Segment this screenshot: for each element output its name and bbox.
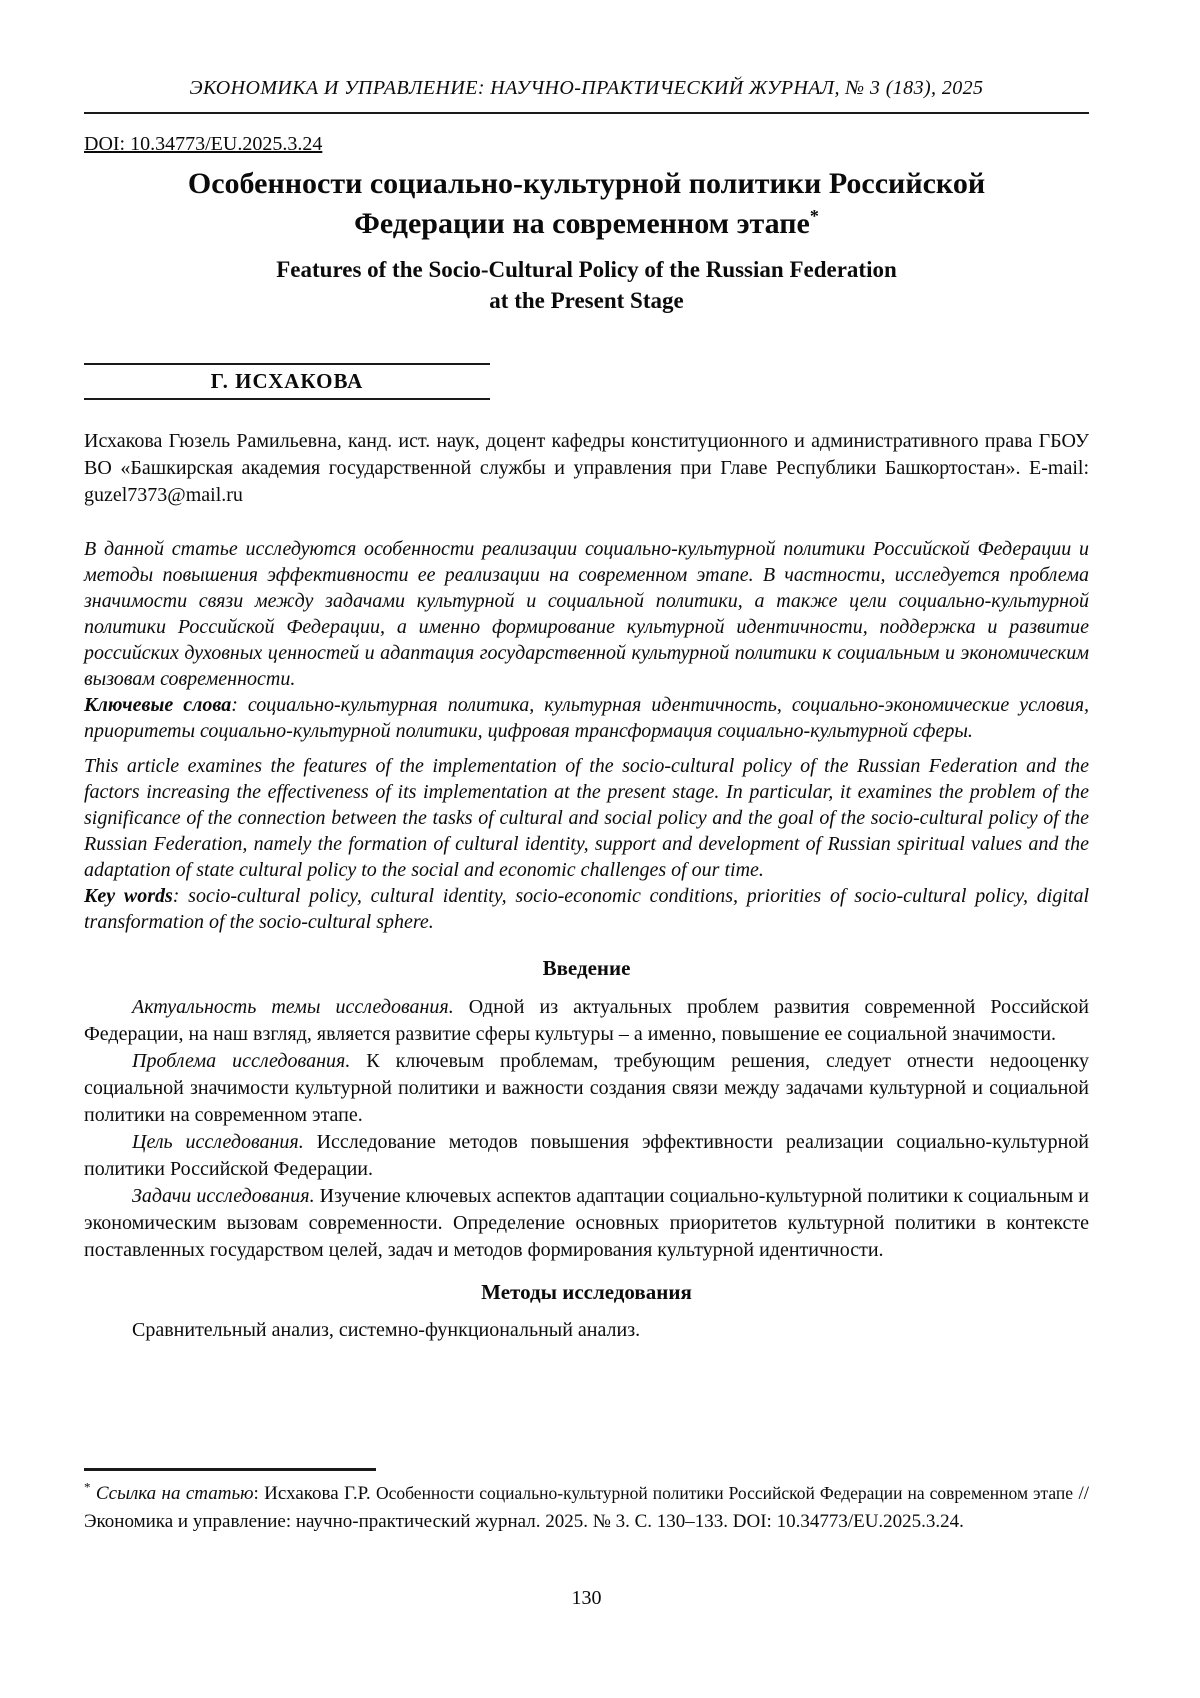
footnote-rule [84, 1468, 376, 1471]
intro-paragraph-2-text: К ключевым проблемам, требующим решения, следует отнести недооценку социальной значимости культурной политики и важности создания связи между задачами культурной и социальной политики на современном этапе. [84, 1050, 1089, 1126]
keywords-ru-label: Ключевые слова [84, 694, 232, 716]
article-title-ru-line1: Особенности социально-культурной политики Российской [187, 167, 986, 200]
intro-paragraph-1-lead: Актуальность темы исследования. [132, 996, 454, 1018]
footnote-reference-label: Ссылка на статью [95, 1483, 254, 1504]
abstract-en: This article examines the features of the implementation of the socio-cultural policy of the Russian Federation and the factors increasing the effectiveness of its implementation at the present stage. In particular, it examines the problem of the significance of the connection between the tasks of cultural and social policy and the goal of the socio-cultural policy of the Russian Federation, namely the formation of cultural identity, support and development of Russian spiritual values and the adaptation of state cultural policy to the social and economic challenges of our time. [84, 755, 1089, 881]
author-name: Г. ИСХАКОВА [210, 369, 364, 393]
intro-paragraph-3-text: Исследование методов повышения эффективности реализации социально-культурной политики Российской Федерации. [84, 1131, 1089, 1180]
journal-header [84, 0, 1089, 114]
keywords-en [84, 883, 1089, 935]
intro-paragraph-2-lead: Проблема исследования. [132, 1050, 351, 1072]
abstract-ru: В данной статье исследуются особенности реализации социально-культурной политики Российской Федерации и методы повышения эффективности ее реализации на современном этапе. В частности, исследуется проблема значимости связи между задачами культурной и социальной политики, а также цели социально-культурной политики Российской Федерации, а именно формирование культурной идентичности, поддержка и развитие российских духовных ценностей и адаптация государственной культурной политики к социальным и экономическим вызовам современности. [84, 538, 1089, 690]
footnote-marker: * [84, 1479, 91, 1495]
article-title-ru-line2: Федерации на современном этапе [354, 207, 810, 240]
title-footnote-marker: * [809, 206, 819, 226]
intro-paragraph-2 [84, 1048, 1089, 1129]
page-number: 130 [571, 1587, 602, 1609]
doi-link[interactable]: DOI: 10.34773/EU.2025.3.24 [84, 133, 323, 155]
page-content [84, 0, 1089, 1344]
article-title-en-line1: Features of the Socio-Cultural Policy of the Russian Federation [276, 257, 897, 282]
footnote-citation-title: Особенности социально-культурной политики Российской Федерации на современном этапе [375, 1483, 1074, 1503]
doi-line [84, 132, 1089, 156]
footnote [84, 1479, 1089, 1536]
intro-paragraph-3-lead: Цель исследования. [132, 1131, 304, 1153]
section-heading-methods: Методы исследования [481, 1280, 692, 1304]
journal-title: ЭКОНОМИКА И УПРАВЛЕНИЕ: НАУЧНО-ПРАКТИЧЕСКИЙ ЖУРНАЛ, № 3 (183), 2025 [189, 77, 984, 99]
footnote-citation-rest: // Экономика и управление: научно-практический журнал. 2025. № 3. С. 130–133. DOI: 10.34773/EU.2025.3.24. [84, 1483, 1089, 1532]
keywords-en-text: : socio-cultural policy, cultural identity, socio-economic conditions, priorities of socio-cultural policy, digital transformation of the socio-cultural sphere. [84, 885, 1089, 933]
keywords-en-label: Key words [84, 885, 173, 907]
intro-paragraph-1 [84, 994, 1089, 1048]
intro-paragraph-4-lead: Задачи исследования. [132, 1185, 315, 1207]
footnote-area [84, 1468, 1089, 1536]
intro-paragraph-4-text: Изучение ключевых аспектов адаптации социально-культурной политики к социальным и экономическим вызовам современности. Определение основных приоритетов культурной политики в контексте поставленных государством целей, задач и методов формирования культурной идентичности. [84, 1185, 1090, 1261]
keywords-ru-text: : социально-культурная политика, культурная идентичность, социально-экономические условия, приоритеты социально-культурной политики, цифровая трансформация социально-культурной сферы. [84, 694, 1089, 742]
affiliation-text: Исхакова Гюзель Рамильевна, канд. ист. наук, доцент кафедры конституционного и административного права ГБОУ ВО «Башкирская академия государственной службы и управления при Главе Республики Башкортостан». E-mail: guzel7373@mail.ru [84, 430, 1089, 506]
author-box [84, 363, 490, 400]
section-heading-introduction: Введение [542, 956, 631, 980]
intro-paragraph-1-text: Одной из актуальных проблем развития современной Российской Федерации, на наш взгляд, является развитие сферы культуры – а именно, повышение ее социальной значимости. [84, 996, 1089, 1045]
article-title-en-line2: at the Present Stage [489, 288, 684, 313]
intro-paragraph-3 [84, 1129, 1089, 1183]
article-title-en [84, 254, 1089, 316]
article-title-ru [84, 164, 1089, 244]
methods-paragraph: Сравнительный анализ, системно-функциональный анализ. [132, 1319, 641, 1341]
keywords-ru [84, 692, 1089, 744]
footnote-citation-author: : Исхакова Г.Р. [253, 1483, 376, 1504]
intro-paragraph-4 [84, 1183, 1089, 1264]
